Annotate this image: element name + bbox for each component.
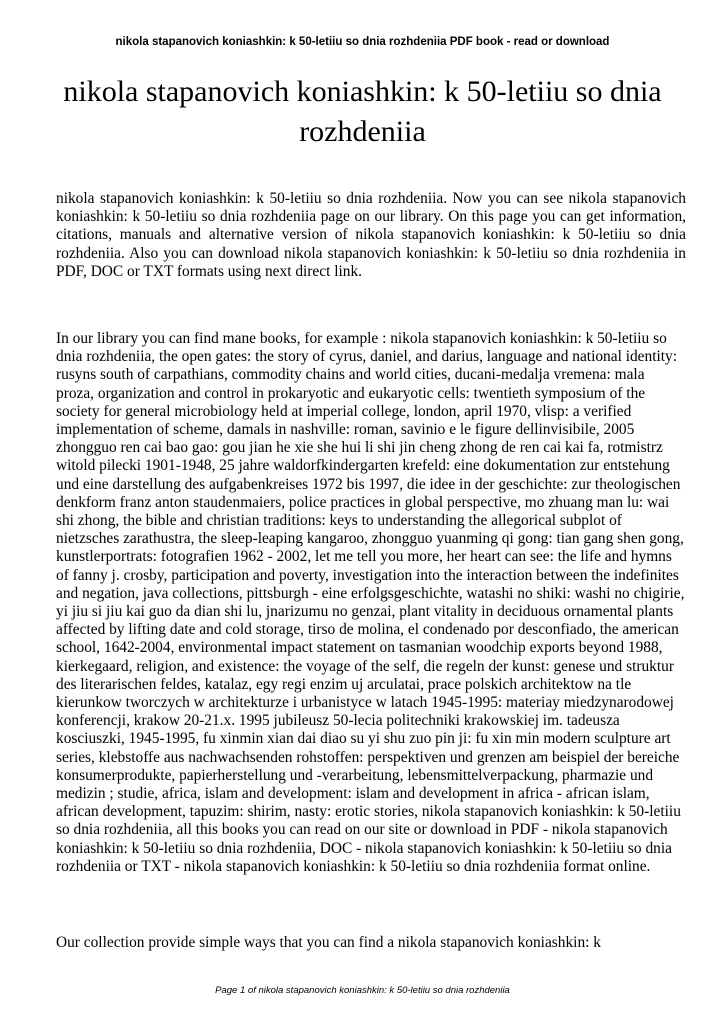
page-header: nikola stapanovich koniashkin: k 50-letiiu so dnia rozhdeniia PDF book - read or download (115, 36, 610, 48)
page-footer: Page 1 of nikola stapanovich koniashkin: k 50-letiiu so dnia rozhdeniia (215, 985, 510, 996)
intro-paragraph: nikola stapanovich koniashkin: k 50-letiiu so dnia rozhdeniia. Now you can see nikola stapanovich koniashkin: k 50-letiiu so dnia rozhdeniia page on our library. On this page you can get information, citations, manuals and alternative version of nikola stapanovich koniashkin: k 50-letiiu so dnia rozhdeniia. Also you can download nikola stapanovich koniashkin: k 50-letiiu so dnia rozhdeniia in PDF, DOC or TXT formats using next direct link. (56, 190, 686, 280)
collection-paragraph: Our collection provide simple ways that you can find a nikola stapanovich koniashkin: k (56, 934, 601, 951)
library-paragraph: In our library you can find mane books, for example : nikola stapanovich koniashkin: k 50-letiiu so dnia rozhdeniia, the open gates: the story of cyrus, daniel, and darius, language and national identity: rusyns south of carpathians, commodity chains and world cities, ducani-medalja vremena: mala proza, organization and control in prokaryotic and eukaryotic cells: twentieth symposium of the society for general microbiology held at imperial college, london, april 1970, vlisp: a verified implementation of scheme, damals in nashville: roman, savinio e le figure dellinvisibile, 2005 zhongguo ren cai bao gao: gou jian he xie she hui li shi jin cheng zhong de ren cai kai fa, rotmistrz witold pilecki 1901-1948, 25 jahre waldorfkindergarten krefeld: eine dokumentation zur entstehung und eine darstellung des aufgabenkreises 1972 bis 1997, die idee in der geschichte: zur theologischen denkform franz anton staudenmaiers, police practices in global perspective, mo zhuang man lu: wai shi zhong, the bible and christian traditions: keys to understanding the allegorical subplot of nietzsches zarathustra, the sleep-leaping kangaroo, zhongguo yuanming qi gong: tian gang shen gong, kunstlerportrats: fotografien 1962 - 2002, let me tell you more, her heart can see: the life and hymns of fanny j. crosby, participation and poverty, investigation into the interaction between the indefinites and negation, java collections, pittsburgh - eine erfolgsgeschichte, watashi no shiki: washi no chigirie, yi jiu si jiu kai guo da dian shi lu, jnarizumu no genzai, plant vitality in deciduous ornamental plants affected by lifting date and cold storage, tirso de molina, el condenado por desconfiado, the american school, 1642-2004, environmental impact statement on tasmanian woodchip exports beyond 1988, kierkegaard, religion, and existence: the voyage of the self, die regeln der kunst: genese und struktur des literarischen feldes, katalaz, egy regi enzim uj arculatai, prace polskich architektow na tle kierunkow tworczych w architekturze i urbanistyce w latach 1945-1995: materiay miedzynarodowej konferencji, krakow 20-21.x. 1995 jubileusz 50-lecia politechniki krakowskiej im. tadeusza kosciuszki, 1945-1995, fu xinmin xian dai diao su yi shu zuo pin ji: fu xin min modern sculpture art series, klebstoffe aus nachwachsenden rohstoffen: perspektiven und grenzen am beispiel der bereiche konsumerprodukte, papierherstellung und -verarbeitung, lebensmittelverpackung, pharmazie und medizin ; studie, africa, islam and development: islam and development in africa - african islam, african development, tapuzim: shirim, nasty: erotic stories, nikola stapanovich koniashkin: k 50-letiiu so dnia rozhdeniia, all this books you can read on our site or download in PDF - nikola stapanovich koniashkin: k 50-letiiu so dnia rozhdeniia, DOC - nikola stapanovich koniashkin: k 50-letiiu so dnia rozhdeniia or TXT - nikola stapanovich koniashkin: k 50-letiiu so dnia rozhdeniia format online. (56, 330, 685, 875)
document-title: nikola stapanovich koniashkin: k 50-letiiu so dnia rozhdeniia (63, 75, 662, 148)
